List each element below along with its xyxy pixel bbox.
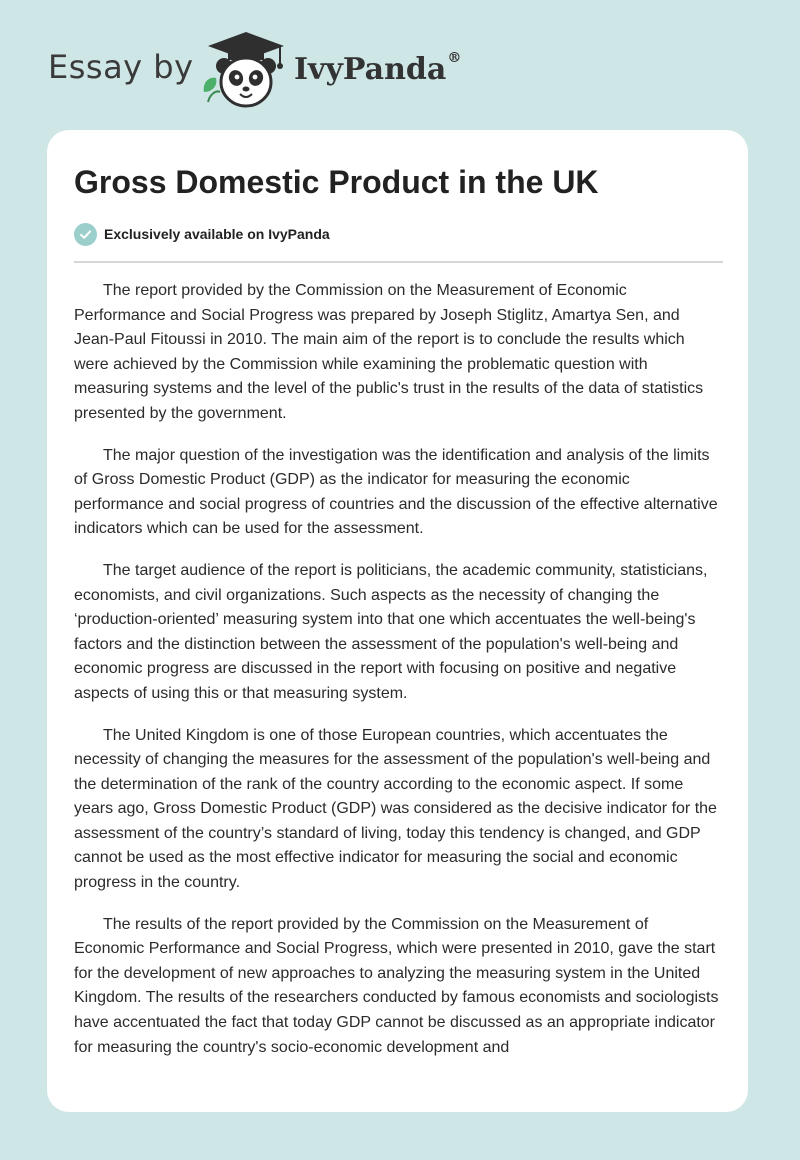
registered-mark: ® xyxy=(447,50,462,66)
exclusive-badge-label: Exclusively available on IvyPanda xyxy=(104,226,330,242)
brand-text: IvyPanda xyxy=(294,52,447,87)
paragraph: The major question of the investigation was the identification and analysis of the limits of Gross Domestic Product (GDP) as the indicator for measuring the economic performance and social progress of countries and the discussion of the effective alternative indicators which can be used for the assessment. xyxy=(74,446,718,538)
divider xyxy=(74,261,723,263)
essay-card xyxy=(47,130,748,1112)
page-title: Gross Domestic Product in the UK xyxy=(74,164,599,200)
brand-name[interactable] xyxy=(294,52,461,87)
paragraph: The results of the report provided by the Commission on the Measurement of Economic Performance and Social Progress, which were presented in 2010, gave the start for the development of new approaches to analyzing the measuring system in the United Kingdom. The results of the researchers conducted by famous economists and sociologists have accentuated the fact that today GDP cannot be discussed as an appropriate indicator for measuring the country's socio-economic development and xyxy=(74,915,719,1056)
check-icon xyxy=(74,223,97,246)
paragraph: The report provided by the Commission on the Measurement of Economic Performance and Social Progress was prepared by Joseph Stiglitz, Amartya Sen, and Jean-Paul Fitoussi in 2010. The main aim of the report is to conclude the results which were achieved by the Commission while examining the problematic question with measuring systems and the level of the public's trust in the results of the data of statistics presented by the government. xyxy=(74,282,704,422)
essay-body xyxy=(74,279,719,1077)
panda-mascot-icon[interactable] xyxy=(200,30,292,110)
exclusive-badge xyxy=(74,222,330,246)
essay-by-label: Essay by xyxy=(48,48,194,86)
site-header xyxy=(0,0,800,130)
paragraph: The United Kingdom is one of those European countries, which accentuates the necessity of changing the measures for the assessment of the population's well-being and the determination of the rank of the country according to the economic aspect. If some years ago, Gross Domestic Product (GDP) was considered as the decisive indicator for the assessment of the country’s standard of living, today this tendency is changed, and GDP cannot be used as the most effective indicator for measuring the social and economic progress in the country. xyxy=(74,726,717,892)
paragraph: The target audience of the report is politicians, the academic community, statisticians, economists, and civil organizations. Such aspects as the necessity of changing the ‘production-oriented’ measuring system into that one which accentuates the well-being's factors and the distinction between the assessment of the population's well-being and economic progress are discussed in the report with focusing on positive and negative aspects of using this or that measuring system. xyxy=(74,561,708,702)
